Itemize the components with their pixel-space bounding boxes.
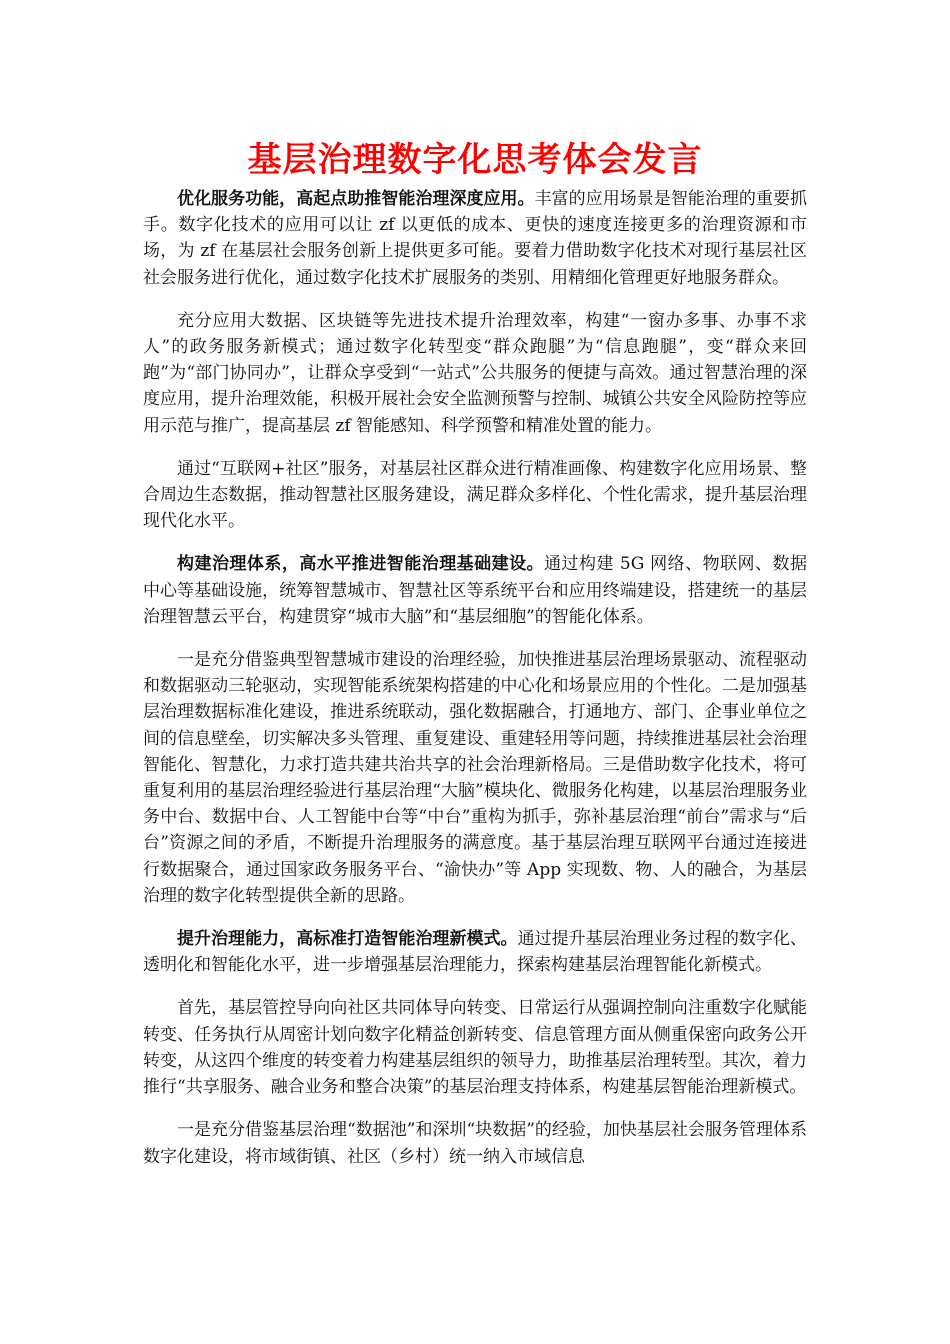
document-title: 基层治理数字化思考体会发言 <box>247 140 703 180</box>
paragraph-7 <box>143 995 807 1100</box>
paragraph-1 <box>143 186 807 291</box>
paragraph-lead: 优化服务功能，高起点助推智能治理深度应用。 <box>177 189 535 209</box>
paragraph-8 <box>143 1117 807 1169</box>
paragraph-text: 充分应用大数据、区块链等先进技术提升治理效率，构建“一窗办多事、办事不求人”的政务服务新模式；通过数字化转型变“群众跑腿”为“信息跑腿”，变“群众来回跑”为“部门协同办”，让群众享受到“一站式”公共服务的便捷与高效。通过智慧治理的深度应用，提升治理效能，积极开展社会安全监测预警与控制、城镇公共安全风险防控等应用示范与推广，提高基层 zf 智能感知、科学预警和精准处置的能力。 <box>143 310 807 436</box>
paragraph-2 <box>143 308 807 439</box>
paragraph-lead: 提升治理能力，高标准打造智能治理新模式。 <box>177 929 518 950</box>
paragraph-text: 通过提升基层治理业务过程的数字化、透明化和智能化水平，进一步增强基层治理能力，探索构建基层治理智能化新模式。 <box>143 929 808 976</box>
paragraph-3 <box>143 456 807 535</box>
paragraph-text: 一是充分借鉴典型智慧城市建设的治理经验，加快推进基层治理场景驱动、流程驱动和数据驱动三轮驱动，实现智能系统架构搭建的中心化和场景应用的个性化。二是加强基层治理数据标准化建设，推进系统联动，强化数据融合，打通地方、部门、企事业单位之间的信息壁垒，切实解决多头管理、重复建设、重建轻用等问题，持续推进基层社会治理智能化、智慧化，力求打造共建共治共享的社会治理新格局。三是借助数字化技术，将可重复利用的基层治理经验进行基层治理“大脑”模块化、微服务化构建，以基层治理服务业务中台、数据中台、人工智能中台等“中台”重构为抓手，弥补基层治理“前台”需求与“后台”资源之间的矛盾，不断提升治理服务的满意度。基于基层治理互联网平台通过连接进行数据聚合，通过国家政务服务平台、“渝快办”等 App 实现数、物、人的融合，为基层治理的数字化转型提供全新的思路。 <box>143 650 807 906</box>
paragraph-6 <box>143 926 807 978</box>
paragraph-text: 一是充分借鉴基层治理“数据池”和深圳“块数据”的经验，加快基层社会服务管理体系数字化建设，将市域街镇、社区（乡村）统一纳入市域信息 <box>143 1120 807 1167</box>
document-body <box>143 186 807 1187</box>
paragraph-text: 通过“互联网+社区”服务，对基层社区群众进行精准画像、构建数字化应用场景、整合周边生态数据，推动智慧社区服务建设，满足群众多样化、个性化需求，提升基层治理现代化水平。 <box>143 458 807 532</box>
paragraph-text: 首先，基层管控导向向社区共同体导向转变、日常运行从强调控制向注重数字化赋能转变、任务执行从周密计划向数字化精益创新转变、信息管理方面从侧重保密向政务公开转变，从这四个维度的转变着力构建基层组织的领导力，助推基层治理转型。其次，着力推行“共享服务、融合业务和整合决策”的基层治理支持体系，构建基层智能治理新模式。 <box>143 998 807 1098</box>
paragraph-lead: 构建治理体系，高水平推进智能治理基础建设。 <box>177 554 545 575</box>
paragraph-4 <box>143 551 807 630</box>
paragraph-5 <box>143 647 807 909</box>
paragraph-text: 通过构建 5G 网络、物联网、数据中心等基础设施，统筹智慧城市、智慧社区等系统平台和应用终端建设，搭建统一的基层治理智慧云平台，构建贯穿“城市大脑”和“基层细胞”的智能化体系。 <box>143 554 808 627</box>
paragraph-text: 丰富的应用场景是智能治理的重要抓手。数字化技术的应用可以让 zf 以更低的成本、更快的速度连接更多的治理资源和市场，为 zf 在基层社会服务创新上提供更多可能。要着力借助数字化技术对现行基层社区社会服务进行优化，通过数字化技术扩展服务的类别、用精细化管理更好地服务群众。 <box>143 189 808 288</box>
